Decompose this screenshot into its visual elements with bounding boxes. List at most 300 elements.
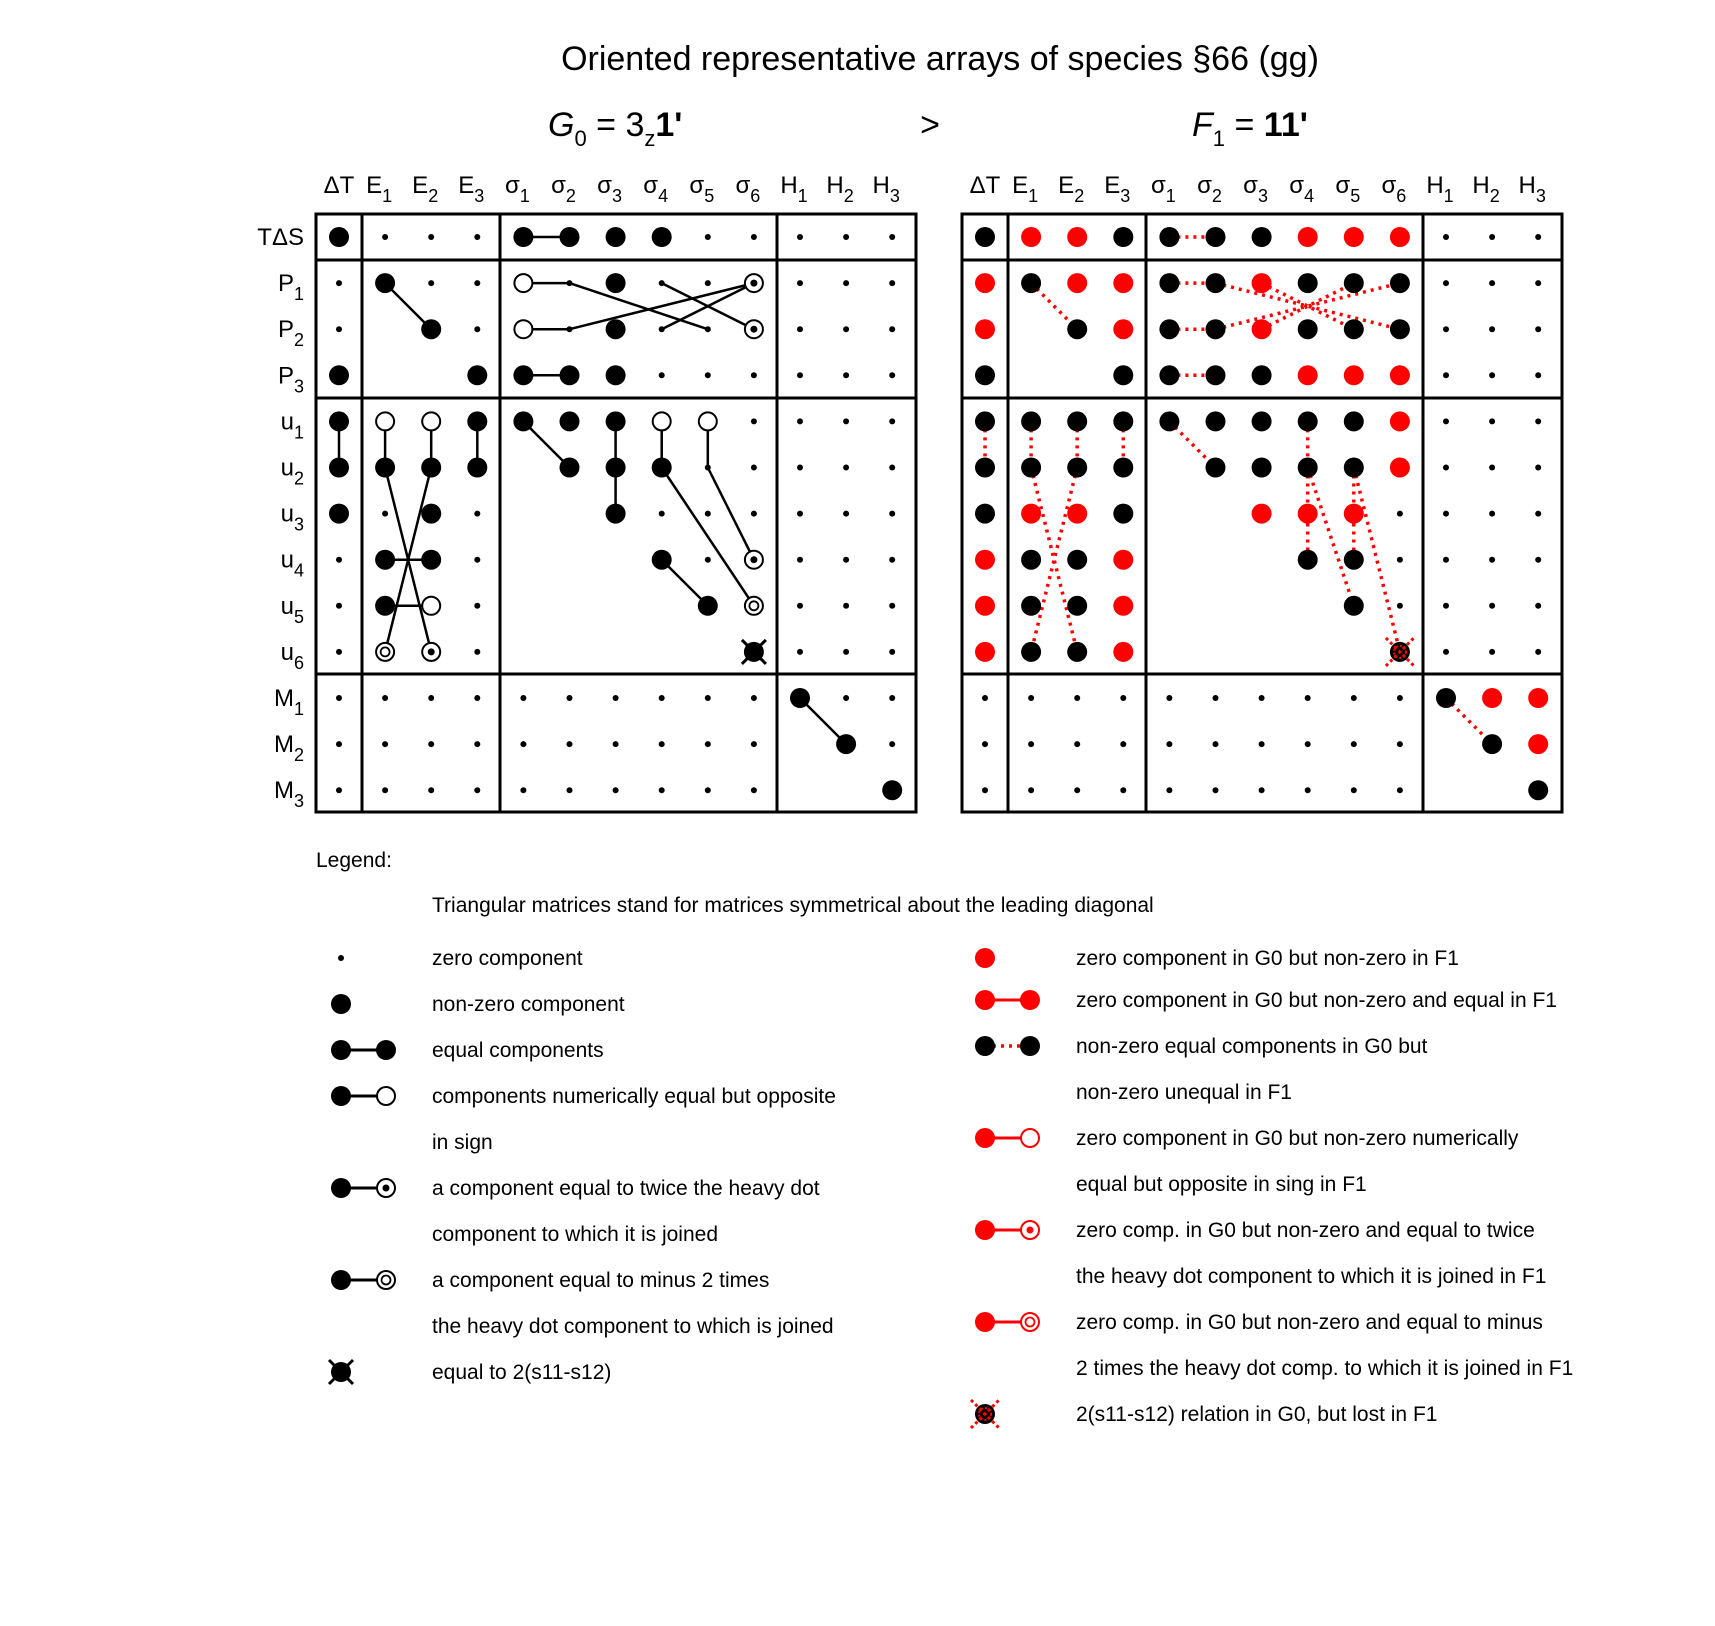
f1-cell-11-12 <box>1528 734 1548 754</box>
right-array-header <box>1192 106 1308 151</box>
f1-cell-7-7 <box>1298 550 1318 570</box>
f1-cell-4-9 <box>1390 411 1410 431</box>
legend-symbol-6 <box>329 1360 353 1384</box>
g0-cell-6-0 <box>329 504 349 524</box>
g0-cell-4-4 <box>513 411 533 431</box>
g0-cell-3-3 <box>467 365 487 385</box>
f1-cell-5-8 <box>1344 458 1364 478</box>
g0-cell-6-3 <box>474 511 480 517</box>
f1-cell-1-11 <box>1489 280 1495 286</box>
f1-cell-8-10 <box>1443 603 1449 609</box>
f1-cell-2-8 <box>1344 319 1364 339</box>
g0-cell-12-8 <box>705 787 711 793</box>
g0-cell-2-8 <box>705 326 711 332</box>
g0-cell-6-1 <box>382 511 388 517</box>
g0-cell-10-9 <box>751 695 757 701</box>
g0-symbol: G <box>548 106 575 144</box>
legend-symbol-3 <box>331 1086 351 1106</box>
g0-cell-6-9 <box>751 511 757 517</box>
g0-cell-0-1 <box>382 234 388 240</box>
f1-cell-6-8 <box>1344 504 1364 524</box>
f1-cell-10-7 <box>1305 695 1311 701</box>
g0-cell-2-11 <box>843 326 849 332</box>
g0-cell-4-12 <box>889 418 895 424</box>
g0-cell-3-6 <box>606 365 626 385</box>
f1-cell-3-4 <box>1159 365 1179 385</box>
f1-cell-11-6 <box>1259 741 1265 747</box>
g0-cell-5-8 <box>705 465 711 471</box>
g0-cell-9-2 <box>422 643 440 661</box>
g0-cell-1-0 <box>336 280 342 286</box>
f1-cell-10-11 <box>1482 688 1502 708</box>
g0-cell-8-8 <box>698 596 718 616</box>
f1-cell-11-9 <box>1397 741 1403 747</box>
g0-cell-10-6 <box>613 695 619 701</box>
legend-heading: Legend: <box>316 849 392 872</box>
g0-cell-2-6 <box>606 319 626 339</box>
g0-cell-10-1 <box>382 695 388 701</box>
g0-cell-7-0 <box>336 557 342 563</box>
f1-cell-6-10 <box>1443 511 1449 517</box>
g0-cell-0-10 <box>797 234 803 240</box>
g0-col-header: $\sigma_5$ <box>689 172 715 206</box>
f1-cell-12-5 <box>1213 787 1219 793</box>
f1-cell-4-2 <box>1067 411 1087 431</box>
f1-cell-0-11 <box>1489 234 1495 240</box>
g0-cell-7-11 <box>843 557 849 563</box>
g0-cell-4-7 <box>653 412 671 430</box>
legend-note: Triangular matrices stand for matrices symmetrical about the leading diagonal <box>432 894 1154 917</box>
g0-cell-2-2 <box>421 319 441 339</box>
g0-cell-11-4 <box>520 741 526 747</box>
legend-left-text: zero component <box>432 947 583 970</box>
g0-cell-12-4 <box>520 787 526 793</box>
g0-cell-5-0 <box>329 458 349 478</box>
f1-cell-2-9 <box>1390 319 1410 339</box>
g0-cell-1-1 <box>375 273 395 293</box>
f1-cell-5-10 <box>1443 465 1449 471</box>
g0-col-header: $\sigma_4$ <box>643 172 669 206</box>
g0-cell-2-7 <box>659 326 665 332</box>
g0-cell-5-2 <box>421 458 441 478</box>
g0-cell-12-9 <box>751 787 757 793</box>
diagram-title: Oriented representative arrays of species §66 (gg) <box>561 40 1319 78</box>
f1-cell-5-6 <box>1252 458 1272 478</box>
row-label: $u_2$ <box>280 454 304 489</box>
f1-cell-9-9 <box>1386 638 1414 666</box>
array-g0 <box>316 214 916 812</box>
legend-red-symbol-4-b <box>1021 1221 1039 1239</box>
f1-cell-0-2 <box>1067 227 1087 247</box>
f1-cell-12-8 <box>1351 787 1357 793</box>
f1-cell-0-10 <box>1443 234 1449 240</box>
g0-cell-0-2 <box>428 234 434 240</box>
legend-right-text: zero component in G0 but non-zero numerically <box>1076 1127 1519 1150</box>
f1-cell-11-7 <box>1305 741 1311 747</box>
f1-cell-4-7 <box>1298 411 1318 431</box>
g0-cell-10-5 <box>567 695 573 701</box>
g0-col-header: $\sigma_1$ <box>504 172 530 206</box>
g0-cell-2-3 <box>474 326 480 332</box>
f1-cell-9-10 <box>1443 649 1449 655</box>
f1-cell-9-12 <box>1535 649 1541 655</box>
g0-cell-4-1 <box>376 412 394 430</box>
f1-cell-6-3 <box>1113 504 1133 524</box>
f1-cell-11-1 <box>1028 741 1034 747</box>
f1-bold-part: 11' <box>1263 106 1308 144</box>
f1-cell-7-10 <box>1443 557 1449 563</box>
g0-cell-2-0 <box>336 326 342 332</box>
f1-cell-6-9 <box>1397 511 1403 517</box>
g0-cell-0-8 <box>705 234 711 240</box>
f1-cell-7-0 <box>975 550 995 570</box>
legend-red-symbol-0 <box>975 948 995 968</box>
g0-cell-5-12 <box>889 465 895 471</box>
g0-cell-12-6 <box>613 787 619 793</box>
f1-symbol: F <box>1192 106 1213 144</box>
f1-cell-8-3 <box>1113 596 1133 616</box>
f1-cell-2-7 <box>1298 319 1318 339</box>
g0-cell-1-2 <box>428 280 434 286</box>
g0-cell-11-11 <box>836 734 856 754</box>
row-label: $P_1$ <box>277 270 304 305</box>
g0-col-header: $H_1$ <box>780 172 808 206</box>
legend-red-symbol-5 <box>975 1312 995 1332</box>
g0-cell-7-7 <box>652 550 672 570</box>
f1-cell-2-11 <box>1489 326 1495 332</box>
f1-cell-7-8 <box>1344 550 1364 570</box>
g0-col-header: $\sigma_3$ <box>597 172 623 206</box>
f1-cell-4-8 <box>1344 411 1364 431</box>
g0-col-header: $\sigma_2$ <box>551 172 576 206</box>
g0-cell-3-10 <box>797 372 803 378</box>
legend-red-symbol-2-b <box>1020 1036 1040 1056</box>
f1-cell-4-1 <box>1021 411 1041 431</box>
f1-links <box>985 237 1492 744</box>
legend-left-text: components numerically equal but opposite <box>432 1085 836 1108</box>
f1-cell-10-9 <box>1397 695 1403 701</box>
f1-col-header: $\sigma_6$ <box>1381 172 1407 206</box>
legend-left-text: equal to 2(s11-s12) <box>432 1361 612 1384</box>
f1-cell-0-3 <box>1113 227 1133 247</box>
f1-cell-4-6 <box>1252 411 1272 431</box>
f1-cell-9-3 <box>1113 642 1133 662</box>
g0-cell-12-1 <box>382 787 388 793</box>
legend-left-text: in sign <box>432 1131 493 1154</box>
g0-cell-1-4 <box>514 274 532 292</box>
g0-cell-12-2 <box>428 787 434 793</box>
g0-cell-10-0 <box>336 695 342 701</box>
f1-cell-2-6 <box>1252 319 1272 339</box>
g0-cell-11-1 <box>382 741 388 747</box>
f1-cell-10-10 <box>1436 688 1456 708</box>
g0-cell-11-0 <box>336 741 342 747</box>
row-label: $M_2$ <box>273 731 304 766</box>
row-label: $P_2$ <box>277 316 304 351</box>
g0-cell-8-0 <box>336 603 342 609</box>
f1-cell-4-3 <box>1113 411 1133 431</box>
f1-cell-11-8 <box>1351 741 1357 747</box>
g0-cell-4-8 <box>699 412 717 430</box>
g0-cell-0-6 <box>606 227 626 247</box>
g0-cell-4-11 <box>843 418 849 424</box>
left-column-headers <box>324 172 900 206</box>
g0-cell-11-6 <box>613 741 619 747</box>
legend-right-column <box>971 947 1573 1428</box>
legend-symbol-1 <box>331 994 351 1014</box>
f1-cell-4-12 <box>1535 418 1541 424</box>
g0-link <box>570 283 708 329</box>
g0-cell-6-8 <box>705 511 711 517</box>
legend-red-symbol-1 <box>975 990 995 1010</box>
g0-cell-5-11 <box>843 465 849 471</box>
f1-cell-11-2 <box>1074 741 1080 747</box>
g0-cell-10-8 <box>705 695 711 701</box>
f1-cell-7-2 <box>1067 550 1087 570</box>
f1-cell-0-1 <box>1021 227 1041 247</box>
row-label: $M_1$ <box>273 685 304 719</box>
g0-cell-10-3 <box>474 695 480 701</box>
f1-cell-2-2 <box>1067 319 1087 339</box>
array-f1 <box>962 214 1562 812</box>
g0-cell-1-7 <box>659 280 665 286</box>
f1-cell-10-0 <box>982 695 988 701</box>
legend-red-symbol-1-b <box>1020 990 1040 1010</box>
g0-cell-0-0 <box>329 227 349 247</box>
f1-cell-3-6 <box>1252 365 1272 385</box>
g0-cell-4-6 <box>606 411 626 431</box>
g0-cell-11-12 <box>889 741 895 747</box>
g0-z-subscript: z <box>644 126 656 151</box>
row-label: $u_6$ <box>280 638 304 673</box>
g0-cell-6-10 <box>797 511 803 517</box>
g0-cell-9-9 <box>742 640 766 664</box>
f1-cell-3-8 <box>1344 365 1364 385</box>
g0-cell-10-12 <box>889 695 895 701</box>
g0-cell-9-12 <box>889 649 895 655</box>
legend-symbol-5 <box>331 1270 351 1290</box>
g0-link <box>570 283 754 329</box>
f1-col-header: $E_1$ <box>1012 172 1039 206</box>
g0-cell-4-3 <box>467 411 487 431</box>
f1-col-header: $H_1$ <box>1426 172 1454 206</box>
g0-cell-5-7 <box>652 458 672 478</box>
legend-left-text: a component equal to minus 2 times <box>432 1269 770 1292</box>
g0-cell-9-1 <box>376 643 394 661</box>
f1-cell-6-1 <box>1021 504 1041 524</box>
g0-cell-3-4 <box>513 365 533 385</box>
legend-symbol-4-b <box>377 1179 395 1197</box>
g0-cell-10-10 <box>790 688 810 708</box>
g0-cell-6-7 <box>659 511 665 517</box>
legend-right-text: zero comp. in G0 but non-zero and equal to minus <box>1076 1311 1543 1334</box>
f1-cell-8-9 <box>1397 603 1403 609</box>
f1-cell-10-12 <box>1528 688 1548 708</box>
legend-left-text: a component equal to twice the heavy dot <box>432 1177 820 1200</box>
legend-right-text: zero comp. in G0 but non-zero and equal to twice <box>1076 1219 1535 1242</box>
g0-cell-3-7 <box>659 372 665 378</box>
legend-symbol-5-b <box>377 1271 395 1289</box>
g0-cell-0-3 <box>474 234 480 240</box>
f1-cell-3-9 <box>1390 365 1410 385</box>
g0-cell-0-11 <box>843 234 849 240</box>
g0-cell-3-5 <box>560 365 580 385</box>
f1-cell-5-0 <box>975 458 995 478</box>
g0-cell-0-5 <box>560 227 580 247</box>
f1-cell-6-6 <box>1252 504 1272 524</box>
g0-cell-6-12 <box>889 511 895 517</box>
f1-cell-4-4 <box>1159 411 1179 431</box>
f1-cell-2-5 <box>1206 319 1226 339</box>
f1-equals: = <box>1225 106 1264 144</box>
f1-cell-7-12 <box>1535 557 1541 563</box>
f1-cell-1-1 <box>1021 273 1041 293</box>
g0-cell-4-9 <box>751 418 757 424</box>
g0-cell-4-0 <box>329 411 349 431</box>
g0-cell-7-10 <box>797 557 803 563</box>
f1-cell-0-5 <box>1206 227 1226 247</box>
f1-cell-5-2 <box>1067 458 1087 478</box>
g0-link <box>662 468 754 606</box>
g0-cell-7-3 <box>474 557 480 563</box>
row-label: $u_3$ <box>280 500 304 535</box>
f1-cell-12-12 <box>1528 780 1548 800</box>
f1-cell-2-3 <box>1113 319 1133 339</box>
f1-cell-7-9 <box>1397 557 1403 563</box>
legend-symbol-2-b <box>376 1040 396 1060</box>
f1-cell-12-1 <box>1028 787 1034 793</box>
f1-cell-8-1 <box>1021 596 1041 616</box>
f1-cell-11-11 <box>1482 734 1502 754</box>
g0-cell-7-1 <box>375 550 395 570</box>
g0-cell-7-2 <box>421 550 441 570</box>
g0-cell-0-9 <box>751 234 757 240</box>
f1-cell-10-1 <box>1028 695 1034 701</box>
g0-cell-1-8 <box>705 280 711 286</box>
f1-cell-0-0 <box>975 227 995 247</box>
g0-col-header: $\sigma_6$ <box>735 172 761 206</box>
legend-red-symbol-2 <box>975 1036 995 1056</box>
g0-cell-10-7 <box>659 695 665 701</box>
svg-text:F1 = 11' <box>1192 106 1308 151</box>
legend-right-text: equal but opposite in sing in F1 <box>1076 1173 1367 1196</box>
f1-cell-1-12 <box>1535 280 1541 286</box>
f1-cell-5-5 <box>1206 458 1226 478</box>
f1-cell-0-6 <box>1252 227 1272 247</box>
row-label: $u_4$ <box>280 546 304 581</box>
legend-right-text: the heavy dot component to which it is joined in F1 <box>1076 1265 1547 1288</box>
g0-cell-9-11 <box>843 649 849 655</box>
legend-right-text: non-zero unequal in F1 <box>1076 1081 1292 1104</box>
legend-left-text: equal components <box>432 1039 604 1062</box>
g0-cell-4-10 <box>797 418 803 424</box>
g0-cell-0-4 <box>513 227 533 247</box>
g0-cell-0-7 <box>652 227 672 247</box>
g0-cell-10-11 <box>843 695 849 701</box>
legend-left-text: the heavy dot component to which is joined <box>432 1315 834 1338</box>
g0-col-header: ΔT <box>323 172 355 199</box>
f1-cell-6-7 <box>1298 504 1318 524</box>
f1-cell-5-3 <box>1113 458 1133 478</box>
f1-cell-4-10 <box>1443 418 1449 424</box>
f1-subscript: 1 <box>1212 126 1226 151</box>
f1-col-header: $\sigma_2$ <box>1197 172 1222 206</box>
f1-cell-6-0 <box>975 504 995 524</box>
g0-cell-9-0 <box>336 649 342 655</box>
f1-col-header: $E_2$ <box>1058 172 1085 206</box>
legend-red-symbol-3 <box>975 1128 995 1148</box>
f1-cell-10-2 <box>1074 695 1080 701</box>
f1-cell-9-1 <box>1021 642 1041 662</box>
f1-cell-7-11 <box>1489 557 1495 563</box>
f1-cell-12-4 <box>1166 787 1172 793</box>
f1-cell-11-0 <box>982 741 988 747</box>
g0-cell-5-1 <box>375 458 395 478</box>
f1-cell-12-3 <box>1120 787 1126 793</box>
g0-cell-12-5 <box>567 787 573 793</box>
f1-cell-4-5 <box>1206 411 1226 431</box>
f1-cell-1-10 <box>1443 280 1449 286</box>
g0-cell-10-4 <box>520 695 526 701</box>
g0-col-header: $H_3$ <box>872 172 900 206</box>
g0-cell-12-0 <box>336 787 342 793</box>
legend-right-text: zero component in G0 but non-zero in F1 <box>1076 947 1459 970</box>
f1-cell-8-2 <box>1067 596 1087 616</box>
f1-col-header: $\sigma_5$ <box>1335 172 1361 206</box>
f1-cell-5-1 <box>1021 458 1041 478</box>
g0-cell-2-5 <box>567 326 573 332</box>
g0-cell-9-10 <box>797 649 803 655</box>
g0-cell-6-2 <box>421 504 441 524</box>
legend-right-text: 2 times the heavy dot comp. to which it is joined in F1 <box>1076 1357 1574 1380</box>
row-label: $P_3$ <box>277 362 304 397</box>
legend-symbol-3-b <box>377 1087 395 1105</box>
f1-cell-6-11 <box>1489 511 1495 517</box>
g0-cell-1-11 <box>843 280 849 286</box>
f1-cell-4-11 <box>1489 418 1495 424</box>
g0-cell-11-5 <box>567 741 573 747</box>
row-labels <box>257 224 304 811</box>
g0-cell-12-7 <box>659 787 665 793</box>
f1-cell-4-0 <box>975 411 995 431</box>
f1-cell-1-8 <box>1344 273 1364 293</box>
g0-col-header: $E_1$ <box>366 172 393 206</box>
legend-symbol-2 <box>331 1040 351 1060</box>
g0-cell-1-5 <box>567 280 573 286</box>
f1-cell-1-3 <box>1113 273 1133 293</box>
g0-cell-11-2 <box>428 741 434 747</box>
g0-cell-12-3 <box>474 787 480 793</box>
f1-col-header: $H_3$ <box>1518 172 1546 206</box>
legend-left-text: component to which it is joined <box>432 1223 718 1246</box>
g0-col-header: $E_2$ <box>412 172 439 206</box>
legend-symbol-4 <box>331 1178 351 1198</box>
g0-cell-4-5 <box>560 411 580 431</box>
legend-right-text: zero component in G0 but non-zero and equal in F1 <box>1076 989 1557 1012</box>
f1-cell-1-5 <box>1206 273 1226 293</box>
g0-cell-11-3 <box>474 741 480 747</box>
f1-col-header: $\sigma_1$ <box>1150 172 1176 206</box>
g0-cell-5-3 <box>467 458 487 478</box>
f1-cell-12-9 <box>1397 787 1403 793</box>
g0-links <box>339 237 846 744</box>
g0-col-header: $E_3$ <box>458 172 485 206</box>
legend-red-symbol-4 <box>975 1220 995 1240</box>
f1-cell-3-5 <box>1206 365 1226 385</box>
g0-cell-3-0 <box>329 365 349 385</box>
f1-cell-1-9 <box>1390 273 1410 293</box>
g0-cell-8-12 <box>889 603 895 609</box>
